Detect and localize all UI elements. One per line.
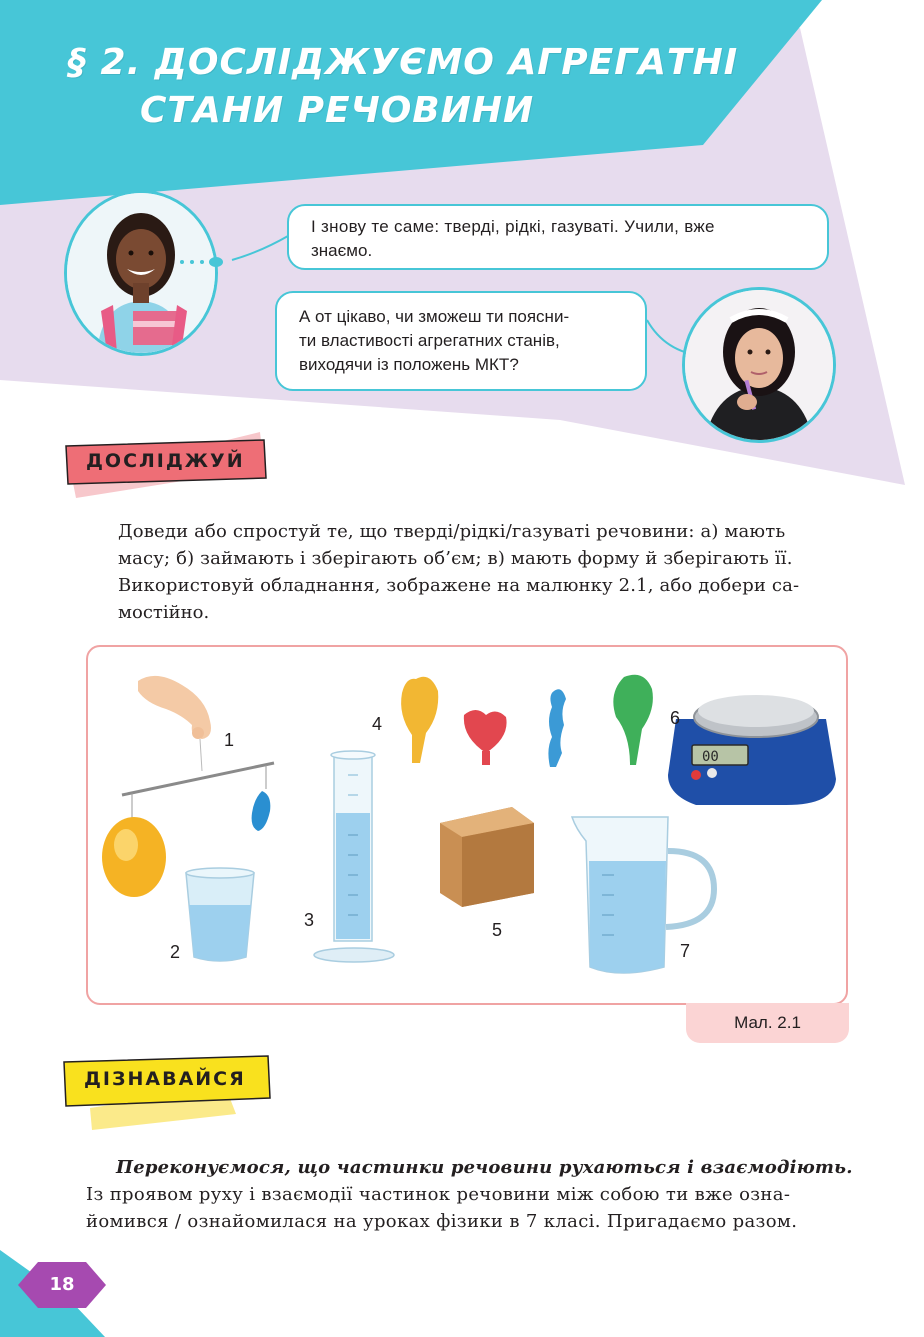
student-avatar-girl	[64, 190, 218, 356]
figure-label-2: 2	[170, 942, 181, 962]
small-blue-balloon-icon	[252, 791, 271, 831]
figure-illustration	[86, 645, 848, 1005]
page-number: 18	[49, 1274, 75, 1295]
learn-line3: йомився / ознайомилася на уроках фізики в 7 класі. Пригадаємо разом.	[86, 1211, 798, 1232]
section-title-line2: СТАНИ РЕЧОВИНИ	[140, 90, 535, 131]
learn-tag-label: ДІЗНАВАЙСЯ	[84, 1068, 246, 1090]
bubble2-line3: виходячи із положень МКТ?	[299, 355, 519, 374]
learn-line2: Із проявом руху і взаємодії частинок речовини між собою ти вже озна-	[86, 1184, 791, 1205]
water-glass-icon	[186, 868, 254, 961]
section-title-line1: § 2. ДОСЛІДЖУЄМО АГРЕГАТНІ	[68, 42, 739, 83]
figure-label-4: 4	[372, 714, 383, 734]
bubble1-line1: І знову те саме: тверді, рідкі, газуваті. Учили, вже	[311, 217, 715, 236]
explore-line3: Використовуй обладнання, зображене на малюнку 2.1, або добери са-	[118, 575, 800, 596]
learn-lead: Переконуємося, що частинки речовини рухаються і взаємодіють.	[116, 1157, 853, 1178]
explore-tag-label: ДОСЛІДЖУЙ	[86, 450, 245, 472]
hand-icon	[138, 676, 211, 739]
learn-tag-shape	[60, 1052, 274, 1132]
figure-label-3: 3	[304, 910, 315, 930]
yellow-balloon-icon	[102, 817, 166, 897]
figure-label-7: 7	[680, 941, 691, 961]
learn-paragraph	[86, 1154, 853, 1235]
wooden-cube-icon	[440, 807, 534, 907]
speech-dots-1	[178, 252, 228, 272]
student-avatar-thinking	[682, 287, 836, 443]
figure-label-6: 6	[670, 708, 681, 728]
explore-paragraph	[118, 518, 799, 626]
measuring-cylinder-icon	[314, 751, 394, 962]
explore-line2: масу; б) займають і зберігають об’єм; в) мають форму й зберігають її.	[118, 548, 793, 569]
figure-label-5: 5	[492, 920, 503, 940]
deflated-balloons-icon	[401, 675, 653, 767]
explore-line1: Доведи або спростуй те, що тверді/рідкі/газуваті речовини: а) мають	[118, 521, 786, 542]
explore-line4: мостійно.	[118, 602, 210, 623]
figure-caption: Мал. 2.1	[686, 1003, 849, 1043]
measuring-jug-icon	[572, 817, 714, 973]
speech-bubble-1	[287, 204, 829, 270]
digital-scale-icon	[668, 695, 836, 805]
bubble1-line2: знаємо.	[311, 241, 373, 260]
speech-bubble-2	[275, 291, 647, 391]
figure-label-1: 1	[224, 730, 235, 750]
bubble2-line1: А от цікаво, чи зможеш ти поясни-	[299, 307, 570, 326]
bubble2-line2: ти властивості агрегатних станів,	[299, 331, 560, 350]
scale-display: 00	[702, 749, 719, 765]
bubble1-tail	[230, 232, 290, 262]
